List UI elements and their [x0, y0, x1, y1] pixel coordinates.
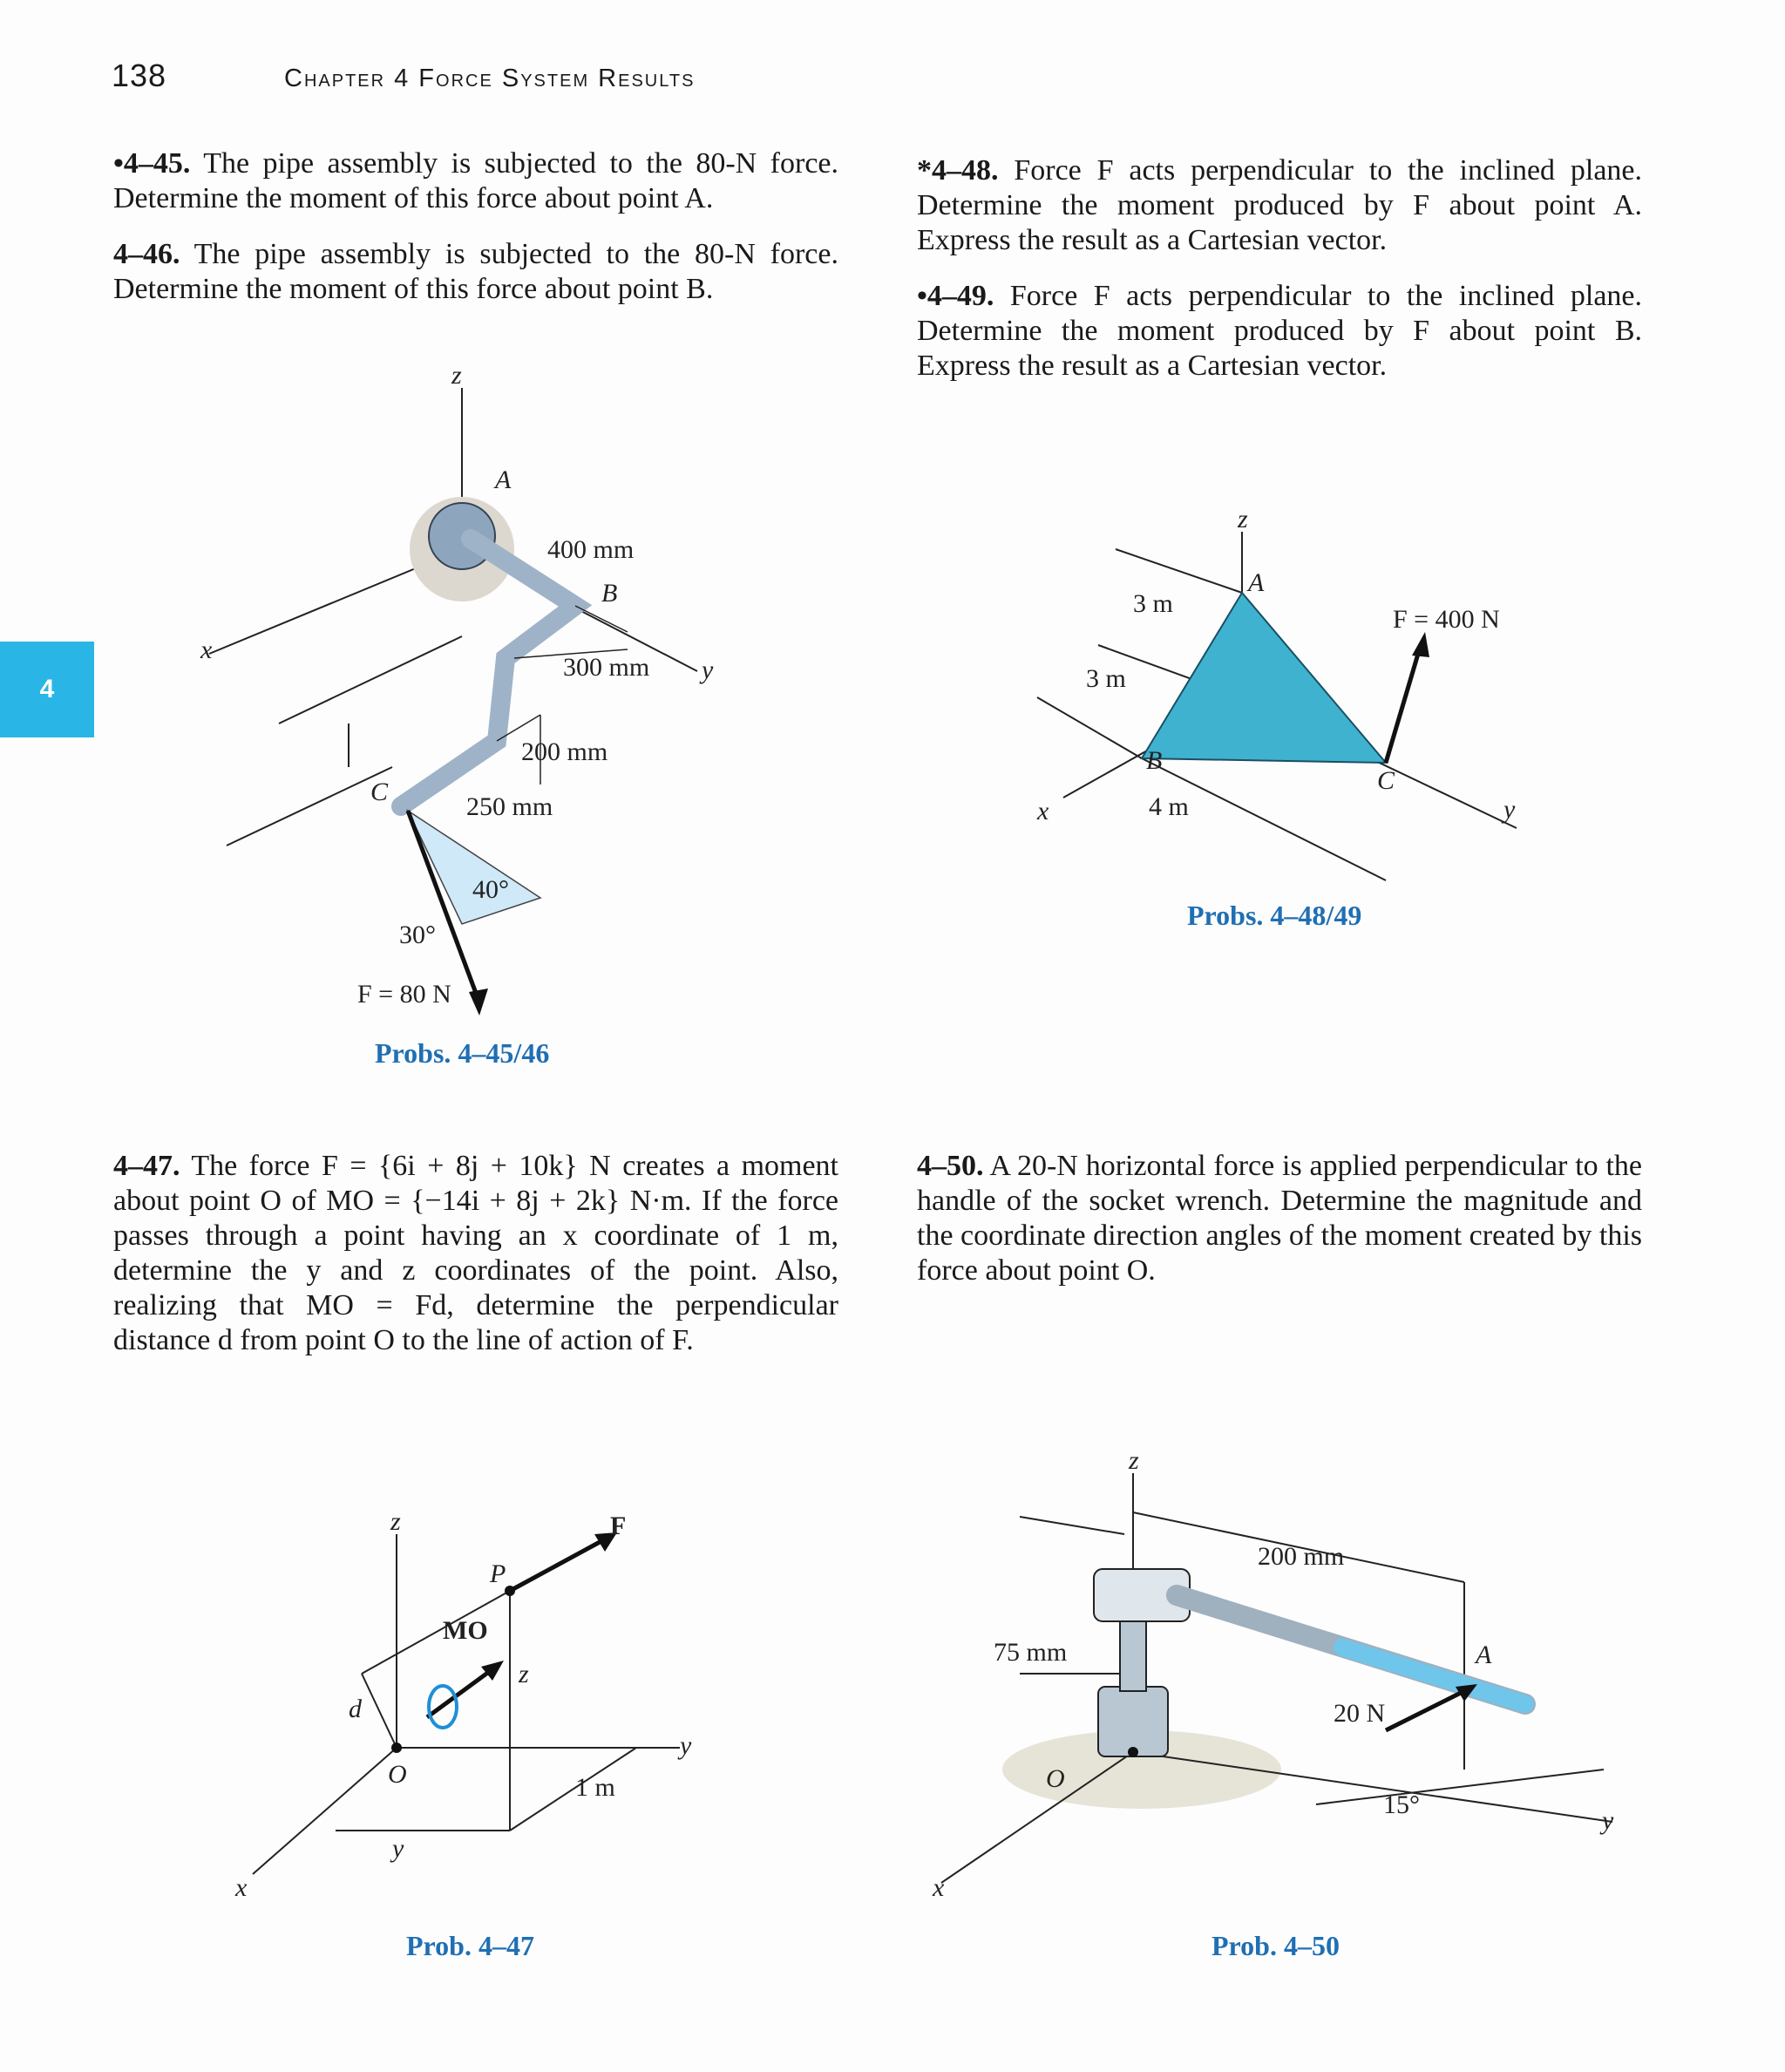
label-F: F — [610, 1512, 627, 1540]
problem-text: The pipe assembly is subjected to the 80-N force. Determine the moment of this force about point B. — [113, 238, 838, 305]
label-y: y — [702, 656, 714, 684]
force-label: F = 80 N — [357, 980, 451, 1009]
label-x: x — [1037, 797, 1049, 825]
label-P: P — [490, 1559, 506, 1588]
moment-arrow — [427, 1669, 492, 1717]
angle-40: 40° — [472, 875, 509, 904]
dim-300: 300 mm — [563, 653, 650, 682]
dim-1m: 1 m — [575, 1773, 615, 1802]
figure-moment-point — [227, 1499, 750, 1900]
label-B: B — [601, 579, 618, 608]
force-arrow — [1386, 1691, 1464, 1730]
problem-4-50 — [917, 1149, 1642, 1288]
problem-4-47 — [113, 1149, 838, 1358]
force-label: F = 400 N — [1393, 605, 1500, 634]
handle-grip — [1342, 1647, 1525, 1704]
problem-number: 4–50. — [917, 1150, 984, 1182]
inclined-plane — [1142, 593, 1386, 763]
figure-pipe-assembly — [174, 349, 732, 1029]
chapter-tab-label: 4 — [39, 675, 55, 703]
label-x: x — [200, 635, 213, 664]
problem-text: Force F acts perpendicular to the inclined plane. Determine the moment produced by F about point B. Express the result as a Cartesian vector. — [917, 280, 1642, 382]
force-arrow — [1386, 645, 1421, 763]
caption-fig47: Prob. 4–47 — [406, 1930, 534, 1961]
running-title: Chapter 4 Force System Results — [284, 65, 696, 92]
label-z: z — [451, 361, 462, 390]
label-MO: MO — [443, 1616, 488, 1645]
label-y: y — [1602, 1806, 1614, 1835]
label-O: O — [1046, 1764, 1065, 1793]
label-y: y — [680, 1731, 692, 1760]
caption-fig48: Probs. 4–48/49 — [1187, 900, 1362, 931]
label-x: x — [235, 1873, 248, 1902]
problem-number: 4–46. — [113, 238, 180, 270]
label-z2: z — [519, 1660, 529, 1688]
label-B: B — [1146, 746, 1163, 775]
angle-30: 30° — [399, 921, 436, 949]
label-z: z — [1129, 1446, 1139, 1475]
problem-number: •4–49. — [917, 280, 994, 312]
page-number: 138 — [112, 58, 167, 93]
label-O: O — [388, 1760, 407, 1789]
problem-text: The pipe assembly is subjected to the 80-N force. Determine the moment of this force about point A. — [113, 147, 838, 214]
force-arrow — [510, 1541, 601, 1591]
problem-text: A 20-N horizontal force is applied perpendicular to the handle of the socket wrench. Determine the magnitude and the coordinate direction angles of the moment created by this force about point O. — [917, 1150, 1643, 1287]
socket — [1098, 1687, 1168, 1756]
dim-400: 400 mm — [547, 535, 635, 564]
problem-number: •4–45. — [113, 147, 191, 180]
force-label: 20 N — [1334, 1699, 1386, 1728]
label-A: A — [1476, 1641, 1492, 1669]
label-z: z — [1238, 505, 1248, 533]
caption-fig45: Probs. 4–45/46 — [375, 1037, 550, 1069]
figure-inclined-plane — [1028, 497, 1551, 863]
problem-4-45 — [113, 146, 838, 216]
figure-socket-wrench — [924, 1438, 1639, 1909]
label-A: A — [1248, 568, 1265, 597]
dim-3m-x: 3 m — [1086, 664, 1126, 693]
problem-4-49 — [917, 279, 1642, 384]
x-axis — [253, 1748, 397, 1874]
label-y: y — [1503, 795, 1516, 824]
dim-200: 200 mm — [521, 737, 608, 766]
chapter-tab — [0, 642, 94, 737]
dim-200: 200 mm — [1258, 1542, 1345, 1571]
label-y2: y — [392, 1834, 404, 1863]
problem-4-46 — [113, 237, 838, 307]
dim-250: 250 mm — [466, 792, 553, 821]
problem-4-48 — [917, 153, 1642, 258]
label-d: d — [349, 1695, 362, 1723]
dim-75: 75 mm — [994, 1638, 1068, 1667]
problem-number: 4–47. — [113, 1150, 180, 1182]
problem-text: Force F acts perpendicular to the inclined plane. Determine the moment produced by F about point A. Express the result as a Cartesian vector. — [917, 154, 1643, 256]
angle-15: 15° — [1383, 1790, 1420, 1819]
dim-4m: 4 m — [1149, 792, 1189, 821]
label-z: z — [390, 1507, 401, 1536]
label-C: C — [370, 778, 389, 806]
label-A: A — [495, 465, 512, 494]
dim-3m-vertical: 3 m — [1133, 589, 1173, 618]
label-x: x — [933, 1873, 945, 1902]
label-C: C — [1377, 766, 1395, 795]
caption-fig50: Prob. 4–50 — [1211, 1930, 1340, 1961]
problem-text: The force F = {6i + 8j + 10k} N creates a moment about point O of MO = {−14i + 8j + 2k} N·m. If the force passes through a point having an x coordinate of 1 m, determine the y and z coordinates of the point. Also, realizing that MO = Fd, determine the perpendicular distance d from point O to the line of action of F. — [113, 1150, 839, 1356]
problem-number: *4–48. — [917, 154, 999, 187]
